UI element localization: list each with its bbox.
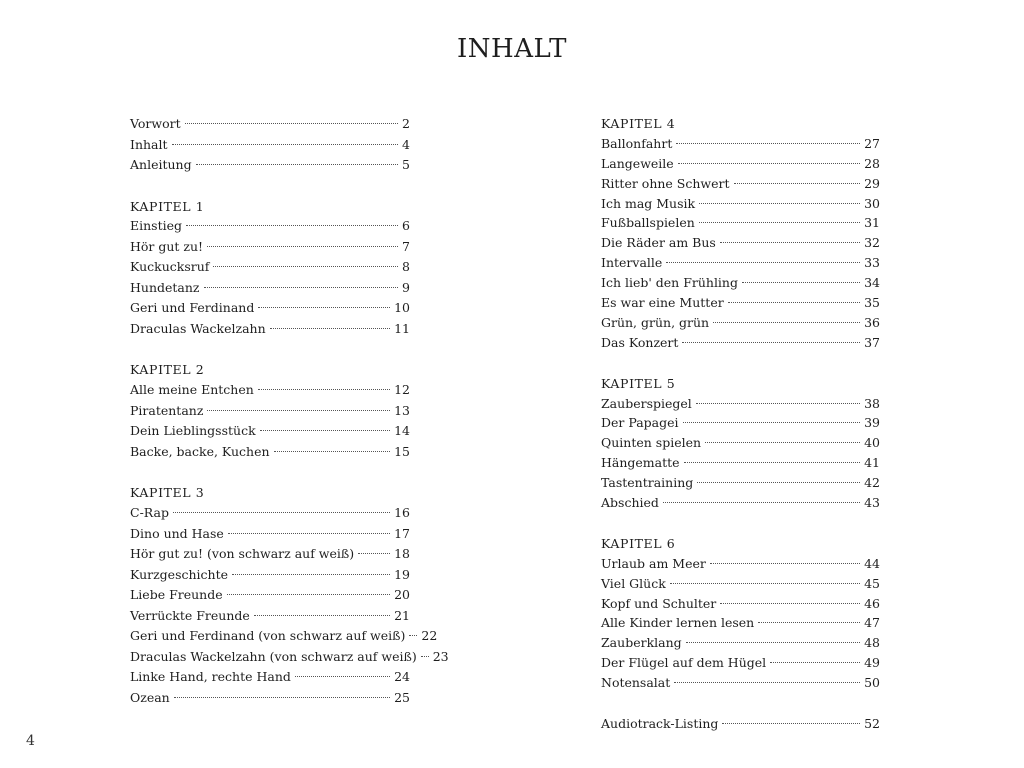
toc-entry <box>601 613 880 633</box>
toc-entry <box>601 154 880 174</box>
toc-entry-title: Hör gut zu! <box>130 238 204 254</box>
toc-entry-title: Intervalle <box>601 255 663 271</box>
dot-leader <box>663 502 860 503</box>
dot-leader <box>260 430 390 431</box>
toc-entry-page: 6 <box>402 218 410 234</box>
dot-leader <box>699 222 860 223</box>
toc-entry-page: 21 <box>394 607 410 623</box>
toc-entry <box>601 134 880 154</box>
toc-entry-title: Zauberklang <box>601 635 682 651</box>
toc-entry-title: Die Räder am Bus <box>601 235 716 251</box>
toc-entry <box>601 413 880 433</box>
toc-entry <box>601 714 880 734</box>
dot-leader <box>227 594 390 595</box>
toc-entry-title: Urlaub am Meer <box>601 555 706 571</box>
toc-entry-page: 30 <box>864 195 880 211</box>
toc-entry-page: 50 <box>864 675 880 691</box>
toc-entry-page: 13 <box>394 402 410 418</box>
toc-section <box>130 197 410 340</box>
dot-leader <box>228 533 390 534</box>
toc-entry-title: Ich lieb' den Frühling <box>601 275 738 291</box>
toc-section <box>601 374 880 513</box>
toc-entry <box>130 667 410 688</box>
toc-entry-page: 15 <box>394 443 410 459</box>
toc-entry-page: 20 <box>394 587 410 603</box>
toc-entry-title: Es war eine Mutter <box>601 295 724 311</box>
toc-entry-page: 52 <box>864 716 880 732</box>
toc-entry-title: Kurzgeschichte <box>130 566 229 582</box>
toc-entry <box>130 216 410 237</box>
dot-leader <box>710 563 860 564</box>
dot-leader <box>682 342 860 343</box>
toc-entry <box>601 493 880 513</box>
toc-entry-page: 45 <box>864 575 880 591</box>
toc-entry-title: Ozean <box>130 689 170 705</box>
toc-entry-title: Hundetanz <box>130 279 200 295</box>
toc-entry-page: 33 <box>864 255 880 271</box>
toc-entry <box>601 594 880 614</box>
toc-entry <box>601 633 880 653</box>
toc-entry <box>601 453 880 473</box>
toc-entry <box>601 233 880 253</box>
dot-leader <box>421 656 429 657</box>
toc-entry-title: Kuckucksruf <box>130 259 210 275</box>
toc-entry-title: Anleitung <box>130 157 192 172</box>
toc-entry <box>130 524 410 545</box>
toc-entry <box>601 253 880 273</box>
toc-entry-title: Viel Glück <box>601 575 666 591</box>
dot-leader <box>196 164 398 165</box>
dot-leader <box>758 622 860 623</box>
dot-leader <box>678 163 860 164</box>
toc-entry-page: 19 <box>394 566 410 582</box>
toc-entry <box>130 585 410 606</box>
dot-leader <box>172 144 399 145</box>
dot-leader <box>713 322 860 323</box>
toc-section <box>601 534 880 693</box>
toc-entry-title: Backe, backe, Kuchen <box>130 443 270 459</box>
toc-entry-title: Grün, grün, grün <box>601 314 710 330</box>
dot-leader <box>254 615 390 616</box>
toc-entry <box>130 155 410 176</box>
toc-entry-page: 16 <box>394 505 410 521</box>
toc-entry-title: Langeweile <box>601 155 674 171</box>
dot-leader <box>728 302 860 303</box>
toc-entry-title: Einstieg <box>130 218 183 234</box>
dot-leader <box>674 682 860 683</box>
toc-entry-title: Alle Kinder lernen lesen <box>601 615 755 631</box>
toc-entry-page: 14 <box>394 423 410 439</box>
toc-entry-page: 44 <box>864 555 880 571</box>
toc-entry <box>601 213 880 233</box>
toc-entry-page: 39 <box>864 415 880 431</box>
toc-section <box>601 114 880 353</box>
toc-entry-page: 34 <box>864 275 880 291</box>
dot-leader <box>683 422 861 423</box>
toc-entry <box>130 606 410 627</box>
toc-entry-title: Alle meine Entchen <box>130 382 254 398</box>
toc-entry <box>601 394 880 414</box>
toc-entry-title: Fußballspielen <box>601 215 695 231</box>
toc-entry-title: Der Papagei <box>601 415 679 431</box>
toc-entry-page: 27 <box>864 135 880 151</box>
toc-entry-page: 5 <box>402 157 410 172</box>
toc-entry-title: Das Konzert <box>601 334 679 350</box>
toc-entry-title: Abschied <box>601 495 659 511</box>
toc-entry-title: Piratentanz <box>130 402 204 418</box>
toc-entry <box>601 433 880 453</box>
toc-entry-title: Linke Hand, rechte Hand <box>130 669 291 685</box>
toc-entry-page: 47 <box>864 615 880 631</box>
dot-leader <box>720 242 860 243</box>
toc-entry <box>130 237 410 258</box>
toc-entry-page: 12 <box>394 382 410 398</box>
toc-entry <box>130 688 410 709</box>
toc-entry-title: Ritter ohne Schwert <box>601 175 730 191</box>
toc-entry <box>130 626 438 647</box>
toc-entry <box>130 421 410 442</box>
dot-leader <box>358 553 390 554</box>
toc-entry <box>130 647 449 668</box>
dot-leader <box>742 282 860 283</box>
chapter-heading: KAPITEL 1 <box>130 198 205 214</box>
toc-entry <box>601 574 880 594</box>
toc-entry <box>130 503 410 524</box>
toc-entry-title: Hör gut zu! (von schwarz auf weiß) <box>130 546 355 562</box>
toc-entry <box>601 473 880 493</box>
dot-leader <box>186 225 398 226</box>
toc-entry-title: Quinten spielen <box>601 435 702 451</box>
dot-leader <box>232 574 390 575</box>
dot-leader <box>258 307 390 308</box>
toc-entry-page: 37 <box>864 334 880 350</box>
toc-entry <box>601 554 880 574</box>
toc-entry <box>130 114 410 135</box>
toc-entry-page: 38 <box>864 395 880 411</box>
toc-entry-page: 11 <box>394 320 410 336</box>
toc-entry-title: Audiotrack-Listing <box>601 716 719 732</box>
toc-entry-title: Draculas Wackelzahn <box>130 320 266 336</box>
dot-leader <box>686 642 860 643</box>
toc-left-column <box>130 114 449 729</box>
toc-section <box>130 483 449 708</box>
toc-entry-page: 9 <box>402 279 410 295</box>
toc-entry-page: 10 <box>394 300 410 316</box>
toc-entry-page: 18 <box>394 546 410 562</box>
chapter-heading: KAPITEL 2 <box>130 362 205 378</box>
toc-entry <box>601 673 880 693</box>
dot-leader <box>697 482 860 483</box>
toc-entry-title: Hängematte <box>601 455 680 471</box>
dot-leader <box>258 389 390 390</box>
toc-entry-title: C-Rap <box>130 505 169 521</box>
toc-entry <box>130 257 410 278</box>
toc-entry-page: 28 <box>864 155 880 171</box>
toc-entry-page: 24 <box>394 669 410 685</box>
dot-leader <box>666 262 860 263</box>
toc-entry-page: 46 <box>864 595 880 611</box>
toc-entry-page: 22 <box>421 628 438 644</box>
toc-entry-title: Notensalat <box>601 675 671 691</box>
toc-entry-title: Inhalt <box>130 136 168 152</box>
toc-entry-page: 41 <box>864 455 880 471</box>
toc-entry-page: 25 <box>394 689 410 705</box>
toc-entry-page: 42 <box>864 475 880 491</box>
toc-section <box>130 360 410 462</box>
toc-entry <box>130 565 410 586</box>
toc-entry-title: Zauberspiegel <box>601 395 692 411</box>
toc-entry-page: 49 <box>864 655 880 671</box>
chapter-heading: KAPITEL 4 <box>601 116 676 131</box>
dot-leader <box>670 583 860 584</box>
toc-entry <box>130 319 410 340</box>
dot-leader <box>720 603 860 604</box>
dot-leader <box>705 442 860 443</box>
toc-section <box>130 114 410 176</box>
toc-entry <box>601 293 880 313</box>
toc-entry-title: Ballonfahrt <box>601 135 673 151</box>
toc-entry <box>130 442 410 463</box>
toc-entry-title: Draculas Wackelzahn (von schwarz auf weiß) <box>130 648 417 664</box>
toc-entry-page: 23 <box>432 648 449 664</box>
toc-entry-page: 36 <box>864 314 880 330</box>
dot-leader <box>174 697 390 698</box>
toc-entry-page: 31 <box>864 215 880 231</box>
toc-right-column <box>601 114 880 755</box>
dot-leader <box>185 123 398 124</box>
toc-entry-page: 48 <box>864 635 880 651</box>
toc-entry-page: 8 <box>402 259 410 275</box>
dot-leader <box>770 662 860 663</box>
dot-leader <box>173 512 390 513</box>
toc-entry-page: 43 <box>864 495 880 511</box>
dot-leader <box>207 246 398 247</box>
toc-entry-page: 29 <box>864 175 880 191</box>
toc-entry-title: Dino und Hase <box>130 525 224 541</box>
dot-leader <box>696 403 860 404</box>
toc-entry <box>601 333 880 353</box>
toc-entry <box>601 174 880 194</box>
toc-entry-title: Tastentraining <box>601 475 694 491</box>
page-number: 4 <box>26 733 35 749</box>
dot-leader <box>270 328 390 329</box>
toc-entry <box>130 135 410 156</box>
toc-entry <box>601 194 880 214</box>
chapter-heading: KAPITEL 5 <box>601 375 676 391</box>
toc-entry-title: Kopf und Schulter <box>601 595 717 611</box>
toc-entry-page: 4 <box>402 136 410 152</box>
toc-entry-title: Liebe Freunde <box>130 587 223 603</box>
toc-entry <box>130 298 410 319</box>
toc-entry <box>130 278 410 299</box>
toc-entry-page: 40 <box>864 435 880 451</box>
toc-entry-page: 2 <box>402 116 410 131</box>
chapter-heading: KAPITEL 3 <box>130 485 205 501</box>
toc-entry <box>130 544 410 565</box>
toc-entry-title: Geri und Ferdinand <box>130 300 255 316</box>
toc-entry-title: Verrückte Freunde <box>130 607 250 623</box>
dot-leader <box>409 635 417 636</box>
toc-entry-title: Vorwort <box>130 116 181 131</box>
dot-leader <box>722 723 860 724</box>
toc-entry-title: Ich mag Musik <box>601 195 696 211</box>
toc-entry-page: 35 <box>864 295 880 311</box>
dot-leader <box>274 451 391 452</box>
toc-entry <box>601 273 880 293</box>
toc-entry <box>601 653 880 673</box>
toc-entry <box>130 401 410 422</box>
dot-leader <box>204 287 399 288</box>
toc-entry-title: Der Flügel auf dem Hügel <box>601 655 767 671</box>
dot-leader <box>295 676 390 677</box>
toc-entry-page: 7 <box>402 238 410 254</box>
toc-entry-page: 32 <box>864 235 880 251</box>
toc-entry-title: Geri und Ferdinand (von schwarz auf weiß) <box>130 628 406 644</box>
dot-leader <box>207 410 390 411</box>
dot-leader <box>213 266 398 267</box>
dot-leader <box>699 203 860 204</box>
page-title: INHALT <box>457 34 567 64</box>
dot-leader <box>676 143 860 144</box>
toc-entry-title: Dein Lieblingsstück <box>130 423 256 439</box>
toc-entry <box>601 313 880 333</box>
toc-section <box>601 714 880 734</box>
toc-entry-page: 17 <box>394 525 410 541</box>
dot-leader <box>734 183 861 184</box>
dot-leader <box>684 462 861 463</box>
chapter-heading: KAPITEL 6 <box>601 535 676 551</box>
toc-entry <box>130 380 410 401</box>
